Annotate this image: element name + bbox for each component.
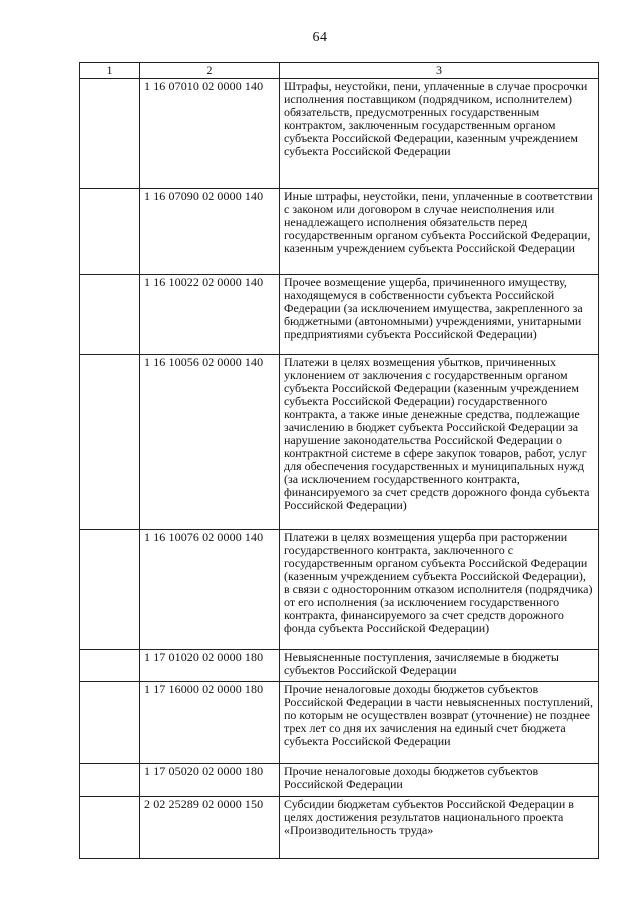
column-header-1: 1 [80,63,140,79]
table-row [80,275,599,355]
row-number-cell [80,355,140,530]
table-row [80,79,599,189]
budget-code-cell: 1 16 10056 02 0000 140 [140,355,280,530]
row-number-cell [80,79,140,189]
budget-code-cell: 1 17 01020 02 0000 180 [140,650,280,682]
row-number-cell [80,650,140,682]
table-header-row [80,63,599,79]
description-cell: Платежи в целях возмещения ущерба при расторжении государственного контракта, заключенного с государственным органом субъекта Российской Федерации (казенным учреждением субъекта Российской Федерации), в связи с односторонним отказом исполнителя (подрядчика) от его исполнения (за исключением государственного контракта, финансируемого за счет средств дорожного фонда субъекта Российской Федерации) [280,530,599,650]
column-header-2: 2 [140,63,280,79]
budget-code-cell: 1 16 10076 02 0000 140 [140,530,280,650]
row-number-cell [80,682,140,764]
description-cell: Прочие неналоговые доходы бюджетов субъектов Российской Федерации в части невыясненных поступлений, по которым не осуществлен возврат (уточнение) не позднее трех лет со дня их зачисления на единый счет бюджета субъекта Российской Федерации [280,682,599,764]
table-row [80,530,599,650]
table-row [80,682,599,764]
description-cell: Прочее возмещение ущерба, причиненного имуществу, находящемуся в собственности субъекта Российской Федерации (за исключением имущества, закрепленного за бюджетными (автономными) учреждениями, унитарными предприятиями субъекта Российской Федерации) [280,275,599,355]
budget-code-cell: 1 17 05020 02 0000 180 [140,764,280,797]
description-cell: Прочие неналоговые доходы бюджетов субъектов Российской Федерации [280,764,599,797]
table-row [80,189,599,275]
table-row [80,650,599,682]
budget-code-cell: 1 16 07010 02 0000 140 [140,79,280,189]
table-row [80,764,599,797]
description-cell: Невыясненные поступления, зачисляемые в бюджеты субъектов Российской Федерации [280,650,599,682]
row-number-cell [80,530,140,650]
row-number-cell [80,764,140,797]
row-number-cell [80,275,140,355]
page-number: 64 [312,30,328,45]
budget-code-cell: 1 16 07090 02 0000 140 [140,189,280,275]
table-row [80,355,599,530]
description-cell: Субсидии бюджетам субъектов Российской Федерации в целях достижения результатов национального проекта «Производительность труда» [280,797,599,859]
row-number-cell [80,189,140,275]
column-header-3: 3 [280,63,599,79]
budget-code-cell: 1 16 10022 02 0000 140 [140,275,280,355]
budget-codes-table [79,62,599,859]
row-number-cell [80,797,140,859]
budget-code-cell: 1 17 16000 02 0000 180 [140,682,280,764]
description-cell: Платежи в целях возмещения убытков, причиненных уклонением от заключения с государственным органом субъекта Российской Федерации (казенным учреждением субъекта Российской Федерации) государственного контракта, а также иные денежные средства, подлежащие зачислению в бюджет субъекта Российской Федерации за нарушение законодательства Российской Федерации о контрактной системе в сфере закупок товаров, работ, услуг для обеспечения государственных и муниципальных нужд (за исключением государственного контракта, финансируемого за счет средств дорожного фонда субъекта Российской Федерации) [280,355,599,530]
table-row [80,797,599,859]
description-cell: Штрафы, неустойки, пени, уплаченные в случае просрочки исполнения поставщиком (подрядчиком, исполнителем) обязательств, предусмотренных государственным контрактом, заключенным государственным органом субъекта Российской Федерации, казенным учреждением субъекта Российской Федерации [280,79,599,189]
description-cell: Иные штрафы, неустойки, пени, уплаченные в соответствии с законом или договором в случае неисполнения или ненадлежащего исполнения обязательств перед государственным органом субъекта Российской Федерации, казенным учреждением субъекта Российской Федерации [280,189,599,275]
budget-code-cell: 2 02 25289 02 0000 150 [140,797,280,859]
